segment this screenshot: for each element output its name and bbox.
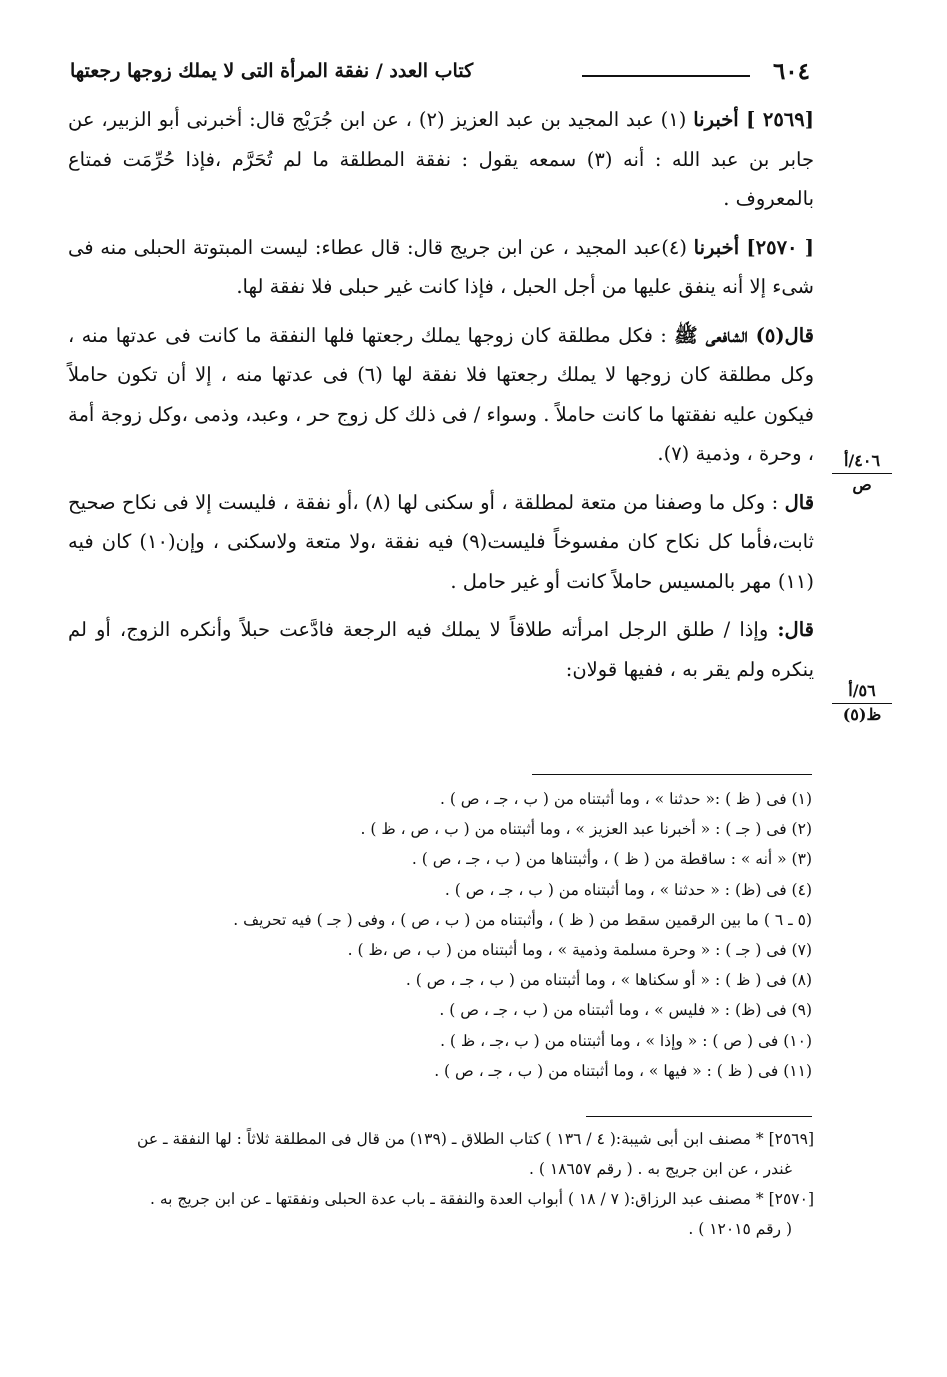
paragraph-qala-1 (68, 483, 814, 602)
footnote: (٧) فى ( جـ ) : « وحرة مسلمة وذمية » ، وما أثبتناه من ( ب ، ص ،ظ ) . (347, 941, 812, 960)
paragraph-text: : فكل مطلقة كان زوجها يملك رجعتها فلها النفقة ما كانت فى عدتها منه ، وكل مطلقة كان زوجها لا يملك رجعتها فلا نفقة لها (٦) فى عدتها منه ، إلا أن تكون حاملاً فيكون عليه نفقتها ما كانت حاملاً . وسواء / فى ذلك كل زوج حر ، وعبد، وذمى ،وكل زوجة أمة ، وحرة ، وذمية (٧). (68, 323, 814, 465)
paragraph-lead: [٢٥٦٩ ] أخبرنا (693, 108, 814, 131)
source-reference: [٢٥٦٩] * مصنف ابن أبى شيبة:( ٤ / ١٣٦ ) كتاب الطلاق ـ (١٣٩) من قال فى المطلقة ثلاثاً : لها النفقة ـ عن (137, 1130, 814, 1148)
margin-note-manuscript (832, 680, 892, 726)
paragraph-lead: قال: (777, 618, 814, 641)
margin-note-manuscript (832, 450, 892, 496)
footnote: (٢) فى ( جـ ) : « أخبرنا عبد العزيز » ، وما أثبتناه من ( ب ، ص ، ظ ) . (360, 820, 812, 839)
margin-note-siglum: ص (852, 475, 872, 494)
paragraph-shafii (68, 316, 814, 474)
footnote: (٨) فى ( ظ ) : « أو سكناها » ، وما أثبتناه من ( ب ، جـ ، ص ) . (405, 971, 812, 990)
page-header (70, 58, 810, 92)
paragraph-text: (٤)عبد المجيد ، عن ابن جريج قال: قال عطاء: ليست المبتوتة الحبلى منه فى شىء إلا أنه ينفق عليها من أجل الحبل ، فإذا كانت غير حبلى فلا نفقة لها. (68, 235, 814, 298)
paragraph-lead: قال (784, 490, 815, 514)
margin-note-folio: ٥٦/أ (832, 680, 892, 704)
paragraph-2570 (68, 228, 814, 307)
paragraph-text: : وكل ما وصفنا من متعة لمطلقة ، أو سكنى لها (٨) ،أو نفقة ، فليست إلا فى نكاح صحيح ثابت،فأما كل نكاح كان مفسوخاً فليست(٩) فيه نفقة ،ولا متعة ولاسكنى ، وإن(١٠) كان فيه (١١) مهر بالمسيس حاملاً كانت أو غير حامل . (68, 490, 814, 593)
footnote: (٣) « أنه » : ساقطة من ( ظ ) ، وأثبتناها من ( ب ، جـ ، ص ) . (411, 850, 812, 869)
paragraph-2569 (68, 100, 814, 219)
paragraph-text: (١) عبد المجيد بن عبد العزيز (٢) ، عن ابن جُرَيْج قال: أخبرنى أبو الزبير، عن جابر بن عبد الله : أنه (٣) سمعه يقول : نفقة المطلقة ما لم تُحَرَّم ،فإذا حُرِّمَت فمتاع بالمعروف . (68, 108, 815, 210)
header-rule (582, 75, 750, 77)
footnote: (١١) فى ( ظ ) : « فيها » ، وما أثبتناه من ( ب ، جـ ، ص ) . (434, 1061, 812, 1080)
page-number: ٦٠٤ (772, 58, 810, 85)
footnote: (١) فى ( ظ ) :« حدثنا » ، وما أثبتناه من ( ب ، جـ ، ص ) . (439, 790, 812, 808)
running-title: كتاب العدد / نفقة المرأة التى لا يملك زوجها رجعتها (70, 60, 474, 82)
footnote: (٥ ـ ٦ ) ما بين الرقمين سقط من ( ظ ) ، وأثبتناه من ( ب ، ص ) ، وفى ( جـ ) فيه تحريف . (233, 910, 812, 929)
source-references (68, 1124, 814, 1244)
footnote: (٩) فى (ظ) : « فليس » ، وما أثبتناه من ( ب ، جـ ، ص ) . (439, 1001, 812, 1020)
margin-note-siglum: ظ(٥) (842, 705, 882, 724)
footnote: (٤) فى (ظ) : « حدثنا » ، وما أثبتناه من ( ب ، جـ ، ص ) . (444, 880, 812, 899)
paragraph-qala-2 (68, 610, 814, 689)
paragraph-text: وإذا / طلق الرجل امرأته طلاقاً لا يملك فيه الرجعة فادَّعت حبلاً وأنكره الزوج، أو لم ينكره ولم يقر به ، ففيها قولان: (68, 618, 814, 681)
source-reference: [٢٥٧٠] * مصنف عبد الرزاق:( ٧ / ١٨ ) أبواب العدة والنفقة ـ باب عدة الحبلى ونفقتها ـ عن ابن جريج به . (150, 1190, 814, 1208)
source-reference-continuation: غندر ، عن ابن جريج به . ( رقم ١٨٦٥٧ ) . (529, 1160, 792, 1178)
margin-note-folio: ٤٠٦/أ (832, 450, 892, 474)
footnote: (١٠) فى ( ص ) : « وإذا » ، وما أثبتناه من ( ب ،جـ ، ظ ) . (440, 1031, 812, 1050)
main-text (68, 100, 814, 698)
paragraph-lead: [ ٢٥٧٠] أخبرنا (693, 235, 815, 259)
paragraph-lead: قال(٥) الشافعى ﷺ (674, 323, 814, 347)
footnotes (160, 784, 812, 1086)
footnote-divider (532, 774, 812, 775)
sources-divider (586, 1116, 812, 1117)
source-reference-continuation: ( رقم ١٢٠١٥ ) . (688, 1220, 792, 1238)
